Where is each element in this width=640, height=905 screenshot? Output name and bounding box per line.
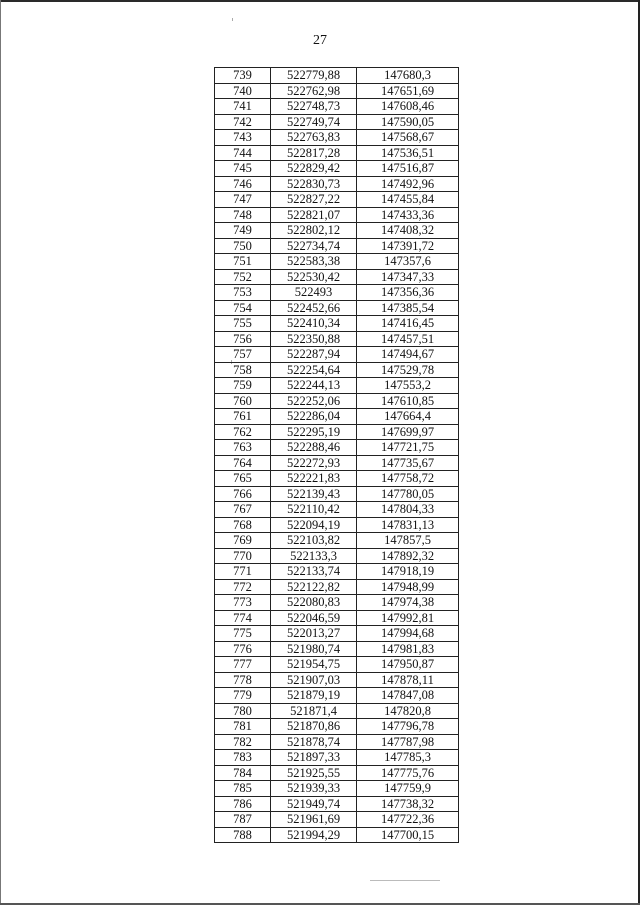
y-coordinate-cell: 147357,6 bbox=[357, 254, 459, 270]
table-row bbox=[215, 393, 459, 409]
point-number-cell: 753 bbox=[215, 285, 271, 301]
point-number-cell: 762 bbox=[215, 424, 271, 440]
y-coordinate-cell: 147700,15 bbox=[357, 827, 459, 843]
x-coordinate-cell: 522133,3 bbox=[271, 548, 357, 564]
scan-speck bbox=[232, 18, 233, 21]
point-number-cell: 779 bbox=[215, 688, 271, 704]
y-coordinate-cell: 147892,32 bbox=[357, 548, 459, 564]
point-number-cell: 750 bbox=[215, 238, 271, 254]
y-coordinate-cell: 147785,3 bbox=[357, 750, 459, 766]
point-number-cell: 788 bbox=[215, 827, 271, 843]
point-number-cell: 768 bbox=[215, 517, 271, 533]
x-coordinate-cell: 521949,74 bbox=[271, 796, 357, 812]
y-coordinate-cell: 147721,75 bbox=[357, 440, 459, 456]
y-coordinate-cell: 147775,76 bbox=[357, 765, 459, 781]
x-coordinate-cell: 522493 bbox=[271, 285, 357, 301]
x-coordinate-cell: 522094,19 bbox=[271, 517, 357, 533]
y-coordinate-cell: 147455,84 bbox=[357, 192, 459, 208]
point-number-cell: 747 bbox=[215, 192, 271, 208]
x-coordinate-cell: 522122,82 bbox=[271, 579, 357, 595]
table-row bbox=[215, 626, 459, 642]
y-coordinate-cell: 147680,3 bbox=[357, 68, 459, 84]
point-number-cell: 754 bbox=[215, 300, 271, 316]
point-number-cell: 745 bbox=[215, 161, 271, 177]
table-row bbox=[215, 68, 459, 84]
y-coordinate-cell: 147831,13 bbox=[357, 517, 459, 533]
coordinates-table bbox=[214, 67, 459, 843]
coordinates-table-body bbox=[215, 68, 459, 843]
point-number-cell: 772 bbox=[215, 579, 271, 595]
x-coordinate-cell: 522295,19 bbox=[271, 424, 357, 440]
y-coordinate-cell: 147820,8 bbox=[357, 703, 459, 719]
y-coordinate-cell: 147529,78 bbox=[357, 362, 459, 378]
point-number-cell: 751 bbox=[215, 254, 271, 270]
y-coordinate-cell: 147878,11 bbox=[357, 672, 459, 688]
table-row bbox=[215, 378, 459, 394]
scan-speck bbox=[370, 880, 440, 881]
scan-border-left bbox=[0, 0, 1, 905]
y-coordinate-cell: 147950,87 bbox=[357, 657, 459, 673]
y-coordinate-cell: 147610,85 bbox=[357, 393, 459, 409]
point-number-cell: 776 bbox=[215, 641, 271, 657]
point-number-cell: 746 bbox=[215, 176, 271, 192]
point-number-cell: 755 bbox=[215, 316, 271, 332]
table-row bbox=[215, 471, 459, 487]
y-coordinate-cell: 147356,36 bbox=[357, 285, 459, 301]
table-row bbox=[215, 765, 459, 781]
point-number-cell: 786 bbox=[215, 796, 271, 812]
table-row bbox=[215, 347, 459, 363]
table-row bbox=[215, 486, 459, 502]
table-row bbox=[215, 238, 459, 254]
table-row bbox=[215, 207, 459, 223]
y-coordinate-cell: 147536,51 bbox=[357, 145, 459, 161]
x-coordinate-cell: 522133,74 bbox=[271, 564, 357, 580]
table-row bbox=[215, 781, 459, 797]
table-row bbox=[215, 99, 459, 115]
point-number-cell: 743 bbox=[215, 130, 271, 146]
y-coordinate-cell: 147516,87 bbox=[357, 161, 459, 177]
y-coordinate-cell: 147780,05 bbox=[357, 486, 459, 502]
x-coordinate-cell: 522802,12 bbox=[271, 223, 357, 239]
table-row bbox=[215, 424, 459, 440]
page-number: 27 bbox=[313, 33, 327, 48]
x-coordinate-cell: 522829,42 bbox=[271, 161, 357, 177]
x-coordinate-cell: 521871,4 bbox=[271, 703, 357, 719]
point-number-cell: 756 bbox=[215, 331, 271, 347]
point-number-cell: 785 bbox=[215, 781, 271, 797]
point-number-cell: 758 bbox=[215, 362, 271, 378]
point-number-cell: 780 bbox=[215, 703, 271, 719]
x-coordinate-cell: 522139,43 bbox=[271, 486, 357, 502]
table-row bbox=[215, 579, 459, 595]
table-row bbox=[215, 517, 459, 533]
x-coordinate-cell: 521980,74 bbox=[271, 641, 357, 657]
x-coordinate-cell: 522013,27 bbox=[271, 626, 357, 642]
table-row bbox=[215, 688, 459, 704]
point-number-cell: 769 bbox=[215, 533, 271, 549]
point-number-cell: 774 bbox=[215, 610, 271, 626]
y-coordinate-cell: 147804,33 bbox=[357, 502, 459, 518]
x-coordinate-cell: 521878,74 bbox=[271, 734, 357, 750]
table-row bbox=[215, 161, 459, 177]
x-coordinate-cell: 522530,42 bbox=[271, 269, 357, 285]
x-coordinate-cell: 522103,82 bbox=[271, 533, 357, 549]
y-coordinate-cell: 147796,78 bbox=[357, 719, 459, 735]
point-number-cell: 766 bbox=[215, 486, 271, 502]
y-coordinate-cell: 147948,99 bbox=[357, 579, 459, 595]
y-coordinate-cell: 147494,67 bbox=[357, 347, 459, 363]
point-number-cell: 760 bbox=[215, 393, 271, 409]
table-row bbox=[215, 672, 459, 688]
point-number-cell: 744 bbox=[215, 145, 271, 161]
x-coordinate-cell: 521879,19 bbox=[271, 688, 357, 704]
y-coordinate-cell: 147457,51 bbox=[357, 331, 459, 347]
table-row bbox=[215, 316, 459, 332]
point-number-cell: 777 bbox=[215, 657, 271, 673]
table-row bbox=[215, 595, 459, 611]
table-row bbox=[215, 192, 459, 208]
y-coordinate-cell: 147758,72 bbox=[357, 471, 459, 487]
scan-border-top bbox=[0, 0, 640, 2]
y-coordinate-cell: 147568,67 bbox=[357, 130, 459, 146]
x-coordinate-cell: 521870,86 bbox=[271, 719, 357, 735]
x-coordinate-cell: 522583,38 bbox=[271, 254, 357, 270]
x-coordinate-cell: 522286,04 bbox=[271, 409, 357, 425]
table-row bbox=[215, 641, 459, 657]
x-coordinate-cell: 522244,13 bbox=[271, 378, 357, 394]
x-coordinate-cell: 522287,94 bbox=[271, 347, 357, 363]
x-coordinate-cell: 522817,28 bbox=[271, 145, 357, 161]
table-row bbox=[215, 331, 459, 347]
x-coordinate-cell: 522734,74 bbox=[271, 238, 357, 254]
x-coordinate-cell: 522762,98 bbox=[271, 83, 357, 99]
y-coordinate-cell: 147347,33 bbox=[357, 269, 459, 285]
point-number-cell: 759 bbox=[215, 378, 271, 394]
x-coordinate-cell: 521994,29 bbox=[271, 827, 357, 843]
table-row bbox=[215, 269, 459, 285]
y-coordinate-cell: 147608,46 bbox=[357, 99, 459, 115]
table-row bbox=[215, 130, 459, 146]
x-coordinate-cell: 522779,88 bbox=[271, 68, 357, 84]
x-coordinate-cell: 522452,66 bbox=[271, 300, 357, 316]
x-coordinate-cell: 522749,74 bbox=[271, 114, 357, 130]
x-coordinate-cell: 522763,83 bbox=[271, 130, 357, 146]
x-coordinate-cell: 521939,33 bbox=[271, 781, 357, 797]
table-row bbox=[215, 114, 459, 130]
table-row bbox=[215, 254, 459, 270]
point-number-cell: 764 bbox=[215, 455, 271, 471]
y-coordinate-cell: 147416,45 bbox=[357, 316, 459, 332]
y-coordinate-cell: 147492,96 bbox=[357, 176, 459, 192]
y-coordinate-cell: 147433,36 bbox=[357, 207, 459, 223]
y-coordinate-cell: 147847,08 bbox=[357, 688, 459, 704]
table-row bbox=[215, 827, 459, 843]
table-row bbox=[215, 502, 459, 518]
y-coordinate-cell: 147590,05 bbox=[357, 114, 459, 130]
x-coordinate-cell: 522254,64 bbox=[271, 362, 357, 378]
table-row bbox=[215, 610, 459, 626]
point-number-cell: 741 bbox=[215, 99, 271, 115]
table-row bbox=[215, 145, 459, 161]
table-row bbox=[215, 750, 459, 766]
point-number-cell: 739 bbox=[215, 68, 271, 84]
point-number-cell: 778 bbox=[215, 672, 271, 688]
y-coordinate-cell: 147699,97 bbox=[357, 424, 459, 440]
table-row bbox=[215, 564, 459, 580]
table-row bbox=[215, 176, 459, 192]
point-number-cell: 784 bbox=[215, 765, 271, 781]
y-coordinate-cell: 147408,32 bbox=[357, 223, 459, 239]
y-coordinate-cell: 147553,2 bbox=[357, 378, 459, 394]
table-row bbox=[215, 300, 459, 316]
x-coordinate-cell: 522748,73 bbox=[271, 99, 357, 115]
table-row bbox=[215, 362, 459, 378]
y-coordinate-cell: 147738,32 bbox=[357, 796, 459, 812]
table-row bbox=[215, 455, 459, 471]
table-row bbox=[215, 734, 459, 750]
x-coordinate-cell: 522827,22 bbox=[271, 192, 357, 208]
point-number-cell: 773 bbox=[215, 595, 271, 611]
y-coordinate-cell: 147664,4 bbox=[357, 409, 459, 425]
table-row bbox=[215, 83, 459, 99]
y-coordinate-cell: 147981,83 bbox=[357, 641, 459, 657]
x-coordinate-cell: 521961,69 bbox=[271, 812, 357, 828]
x-coordinate-cell: 522046,59 bbox=[271, 610, 357, 626]
point-number-cell: 771 bbox=[215, 564, 271, 580]
y-coordinate-cell: 147994,68 bbox=[357, 626, 459, 642]
y-coordinate-cell: 147391,72 bbox=[357, 238, 459, 254]
table-row bbox=[215, 719, 459, 735]
table-row bbox=[215, 796, 459, 812]
y-coordinate-cell: 147722,36 bbox=[357, 812, 459, 828]
y-coordinate-cell: 147992,81 bbox=[357, 610, 459, 626]
point-number-cell: 763 bbox=[215, 440, 271, 456]
x-coordinate-cell: 521925,55 bbox=[271, 765, 357, 781]
point-number-cell: 740 bbox=[215, 83, 271, 99]
x-coordinate-cell: 522252,06 bbox=[271, 393, 357, 409]
y-coordinate-cell: 147759,9 bbox=[357, 781, 459, 797]
point-number-cell: 767 bbox=[215, 502, 271, 518]
point-number-cell: 742 bbox=[215, 114, 271, 130]
point-number-cell: 749 bbox=[215, 223, 271, 239]
point-number-cell: 770 bbox=[215, 548, 271, 564]
table-row bbox=[215, 223, 459, 239]
y-coordinate-cell: 147735,67 bbox=[357, 455, 459, 471]
x-coordinate-cell: 522830,73 bbox=[271, 176, 357, 192]
x-coordinate-cell: 522821,07 bbox=[271, 207, 357, 223]
y-coordinate-cell: 147385,54 bbox=[357, 300, 459, 316]
x-coordinate-cell: 522080,83 bbox=[271, 595, 357, 611]
table-row bbox=[215, 285, 459, 301]
y-coordinate-cell: 147651,69 bbox=[357, 83, 459, 99]
point-number-cell: 787 bbox=[215, 812, 271, 828]
y-coordinate-cell: 147787,98 bbox=[357, 734, 459, 750]
table-row bbox=[215, 703, 459, 719]
x-coordinate-cell: 522410,34 bbox=[271, 316, 357, 332]
x-coordinate-cell: 522288,46 bbox=[271, 440, 357, 456]
table-row bbox=[215, 533, 459, 549]
x-coordinate-cell: 521907,03 bbox=[271, 672, 357, 688]
point-number-cell: 775 bbox=[215, 626, 271, 642]
y-coordinate-cell: 147974,38 bbox=[357, 595, 459, 611]
x-coordinate-cell: 521897,33 bbox=[271, 750, 357, 766]
point-number-cell: 761 bbox=[215, 409, 271, 425]
x-coordinate-cell: 522350,88 bbox=[271, 331, 357, 347]
point-number-cell: 781 bbox=[215, 719, 271, 735]
table-row bbox=[215, 409, 459, 425]
table-row bbox=[215, 657, 459, 673]
x-coordinate-cell: 522272,93 bbox=[271, 455, 357, 471]
point-number-cell: 765 bbox=[215, 471, 271, 487]
x-coordinate-cell: 522221,83 bbox=[271, 471, 357, 487]
y-coordinate-cell: 147857,5 bbox=[357, 533, 459, 549]
point-number-cell: 757 bbox=[215, 347, 271, 363]
table-row bbox=[215, 548, 459, 564]
point-number-cell: 782 bbox=[215, 734, 271, 750]
table-row bbox=[215, 812, 459, 828]
y-coordinate-cell: 147918,19 bbox=[357, 564, 459, 580]
x-coordinate-cell: 521954,75 bbox=[271, 657, 357, 673]
point-number-cell: 748 bbox=[215, 207, 271, 223]
table-row bbox=[215, 440, 459, 456]
point-number-cell: 783 bbox=[215, 750, 271, 766]
point-number-cell: 752 bbox=[215, 269, 271, 285]
x-coordinate-cell: 522110,42 bbox=[271, 502, 357, 518]
